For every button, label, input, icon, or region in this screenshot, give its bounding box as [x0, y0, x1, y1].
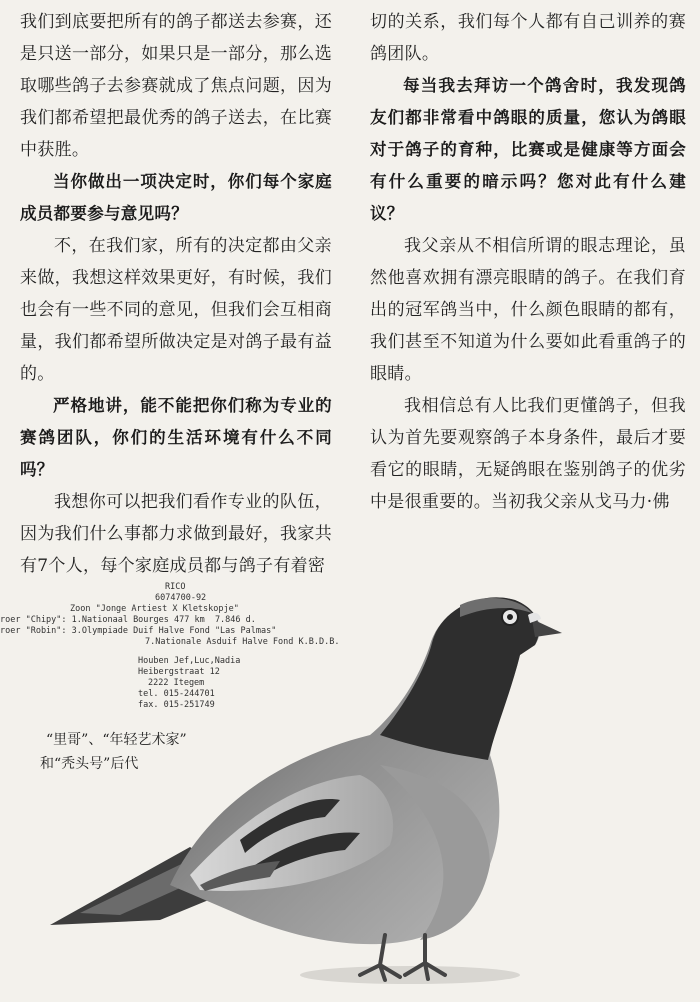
caption-line: 和“秃头号”后代 [40, 756, 139, 772]
pedigree-street: Heibergstraat 12 [138, 667, 220, 677]
question-paragraph: 严格地讲，能不能把你们称为专业的赛鸽团队，你们的生活环境有什么不同吗？ [20, 396, 332, 479]
pedigree-city: 2222 Itegem [148, 678, 205, 688]
pedigree-ring: 6074700-92 [155, 593, 207, 603]
answer-paragraph: 我相信总有人比我们更懂鸽子，但我认为首先要观察鸽子本身条件，最后才要看它的眼睛，无疑鸽眼在鉴别鸽子的优劣中是很重要的。当初我父亲从戈马力·佛 [370, 396, 686, 512]
pedigree-row: roer "Robin": 3.Olympiade Duif Halve Fond "Las Palmas" [0, 626, 277, 636]
left-text-column [20, 0, 332, 582]
pedigree-tel: tel. 015-244701 [138, 689, 215, 699]
pedigree-fax: fax. 015-251749 [138, 700, 215, 710]
pedigree-row: roer "Chipy": 1.Nationaal Bourges 477 km 7.846 d. [0, 615, 256, 625]
photo-caption [40, 728, 260, 776]
question-paragraph: 每当我去拜访一个鸽舍时，我发现鸽友们都非常看中鸽眼的质量，您认为鸽眼对于鸽子的育种，比赛或是健康等方面会有什么重要的暗示吗？您对此有什么建议？ [370, 76, 686, 223]
right-text-column [370, 0, 686, 518]
pedigree-parents: Zoon "Jonge Artiest X Kletskopje" [70, 604, 239, 614]
question-paragraph: 当你做出一项决定时，你们每个家庭成员都要参与意见吗？ [20, 172, 332, 223]
answer-paragraph: 我们到底要把所有的鸽子都送去参赛，还是只送一部分，如果只是一部分，那么选取哪些鸽子去参赛就成了焦点问题，因为我们都希望把最优秀的鸽子送去，在比赛中获胜。 [20, 12, 332, 160]
answer-paragraph: 我想你可以把我们看作专业的队伍，因为我们什么事都力求做到最好，我家共有7个人，每个家庭成员都与鸽子有着密 [20, 492, 332, 576]
answer-paragraph: 我父亲从不相信所谓的眼志理论，虽然他喜欢拥有漂亮眼睛的鸽子。在我们育出的冠军鸽当中，什么颜色眼睛的都有，我们甚至不知道为什么要如此看重鸽子的眼睛。 [370, 236, 686, 384]
caption-line: “里哥”、“年轻艺术家” [46, 732, 187, 748]
pedigree-name: RICO [165, 582, 186, 592]
pedigree-card [0, 582, 380, 711]
answer-paragraph: 切的关系，我们每个人都有自己训养的赛鸽团队。 [370, 12, 686, 64]
pedigree-row: 7.Nationale Asduif Halve Fond K.B.D.B. [145, 637, 340, 647]
answer-paragraph: 不，在我们家，所有的决定都由父亲来做，我想这样效果更好，有时候，我们也会有一些不同的意见，但我们会互相商量，我们都希望所做决定是对鸽子最有益的。 [20, 236, 332, 384]
pedigree-owner: Houben Jef,Luc,Nadia [138, 656, 241, 666]
